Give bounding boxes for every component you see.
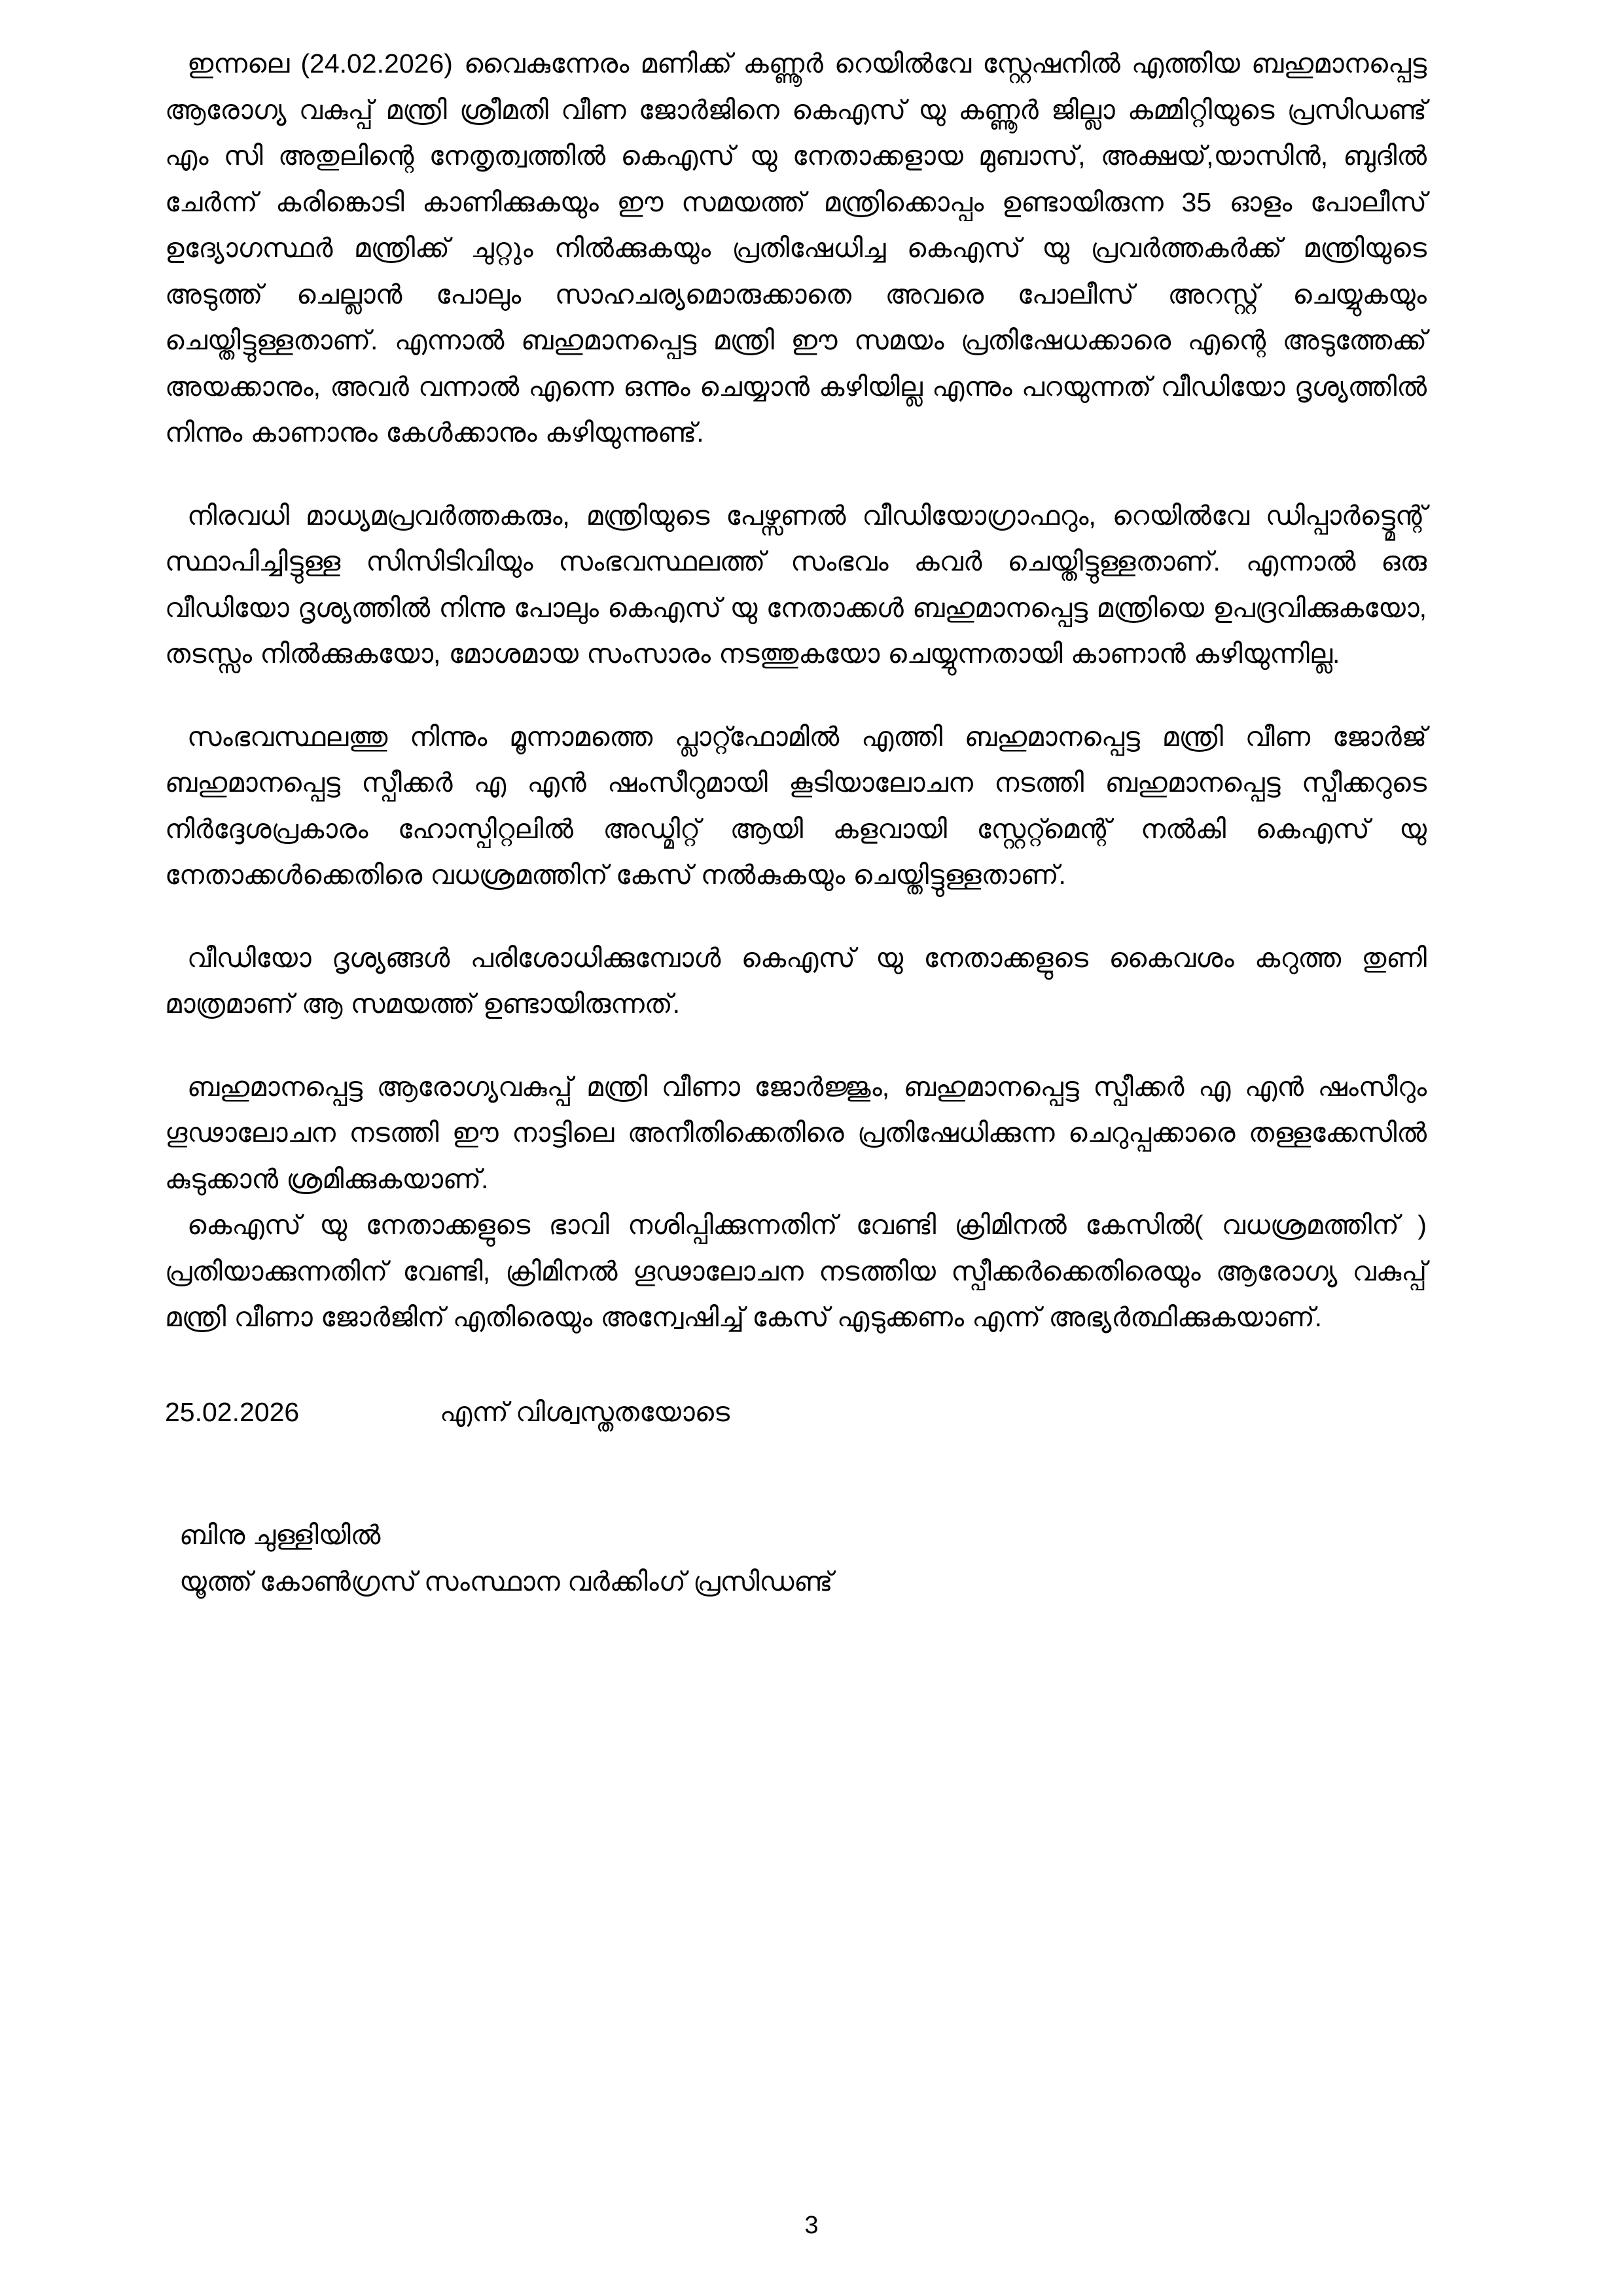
paragraph-2: നിരവധി മാധ്യമപ്രവർത്തകരും, മന്ത്രിയുടെ പേഴ്സണൽ വീഡിയോഗ്രാഫറും, റെയിൽവേ ഡിപ്പാർട്ട്മെന്റ് സ്ഥാപിച്ചിട്ടുള്ള സിസിടിവിയും സംഭവസ്ഥലത്ത് സംഭവം കവർ ചെയ്തിട്ടുള്ളതാണ്. എന്നാൽ ഒരു വീഡിയോ ദൃശ്യത്തിൽ നിന്നു പോലും കെഎസ് യു നേതാക്കൾ ബഹുമാനപ്പെട്ട മന്ത്രിയെ ഉപദ്രവിക്കുകയോ, തടസ്സം നിൽക്കുകയോ, മോശമായ സംസാരം നടത്തുകയോ ചെയ്യുന്നതായി കാണാൻ കഴിയുന്നില്ല. <box>165 500 1427 669</box>
letter-date: 25.02.2026 <box>165 1396 300 1427</box>
paragraph-spacer <box>165 697 1427 714</box>
paragraph-6: കെഎസ് യു നേതാക്കളുടെ ഭാവി നശിപ്പിക്കുന്നതിന് വേണ്ടി ക്രിമിനൽ കേസിൽ( വധശ്രമത്തിന് ) പ്രതിയാക്കുന്നതിന് വേണ്ടി, ക്രിമിനൽ ഗൂഢാലോചന നടത്തിയ സ്പീക്കർക്കെതിരെയും ആരോഗ്യ വകുപ്പ് മന്ത്രി വീണാ ജോർജിന് എതിരെയും അന്വേഷിച്ച് കേസ് എടുക്കണം എന്ന് അഭ്യർത്ഥിക്കുകയാണ്. <box>165 1210 1427 1333</box>
paragraph-3: സംഭവസ്ഥലത്തു നിന്നും മൂന്നാമത്തെ പ്ലാറ്റ്ഫോമിൽ എത്തി ബഹുമാനപ്പെട്ട മന്ത്രി വീണ ജോർജ് ബഹുമാനപ്പെട്ട സ്പീക്കർ എ എൻ ഷംസീറുമായി കൂടിയാലോചന നടത്തി ബഹുമാനപ്പെട്ട സ്പീക്കറുടെ നിർദ്ദേശപ്രകാരം ഹോസ്പിറ്റലിൽ അഡ്മിറ്റ് ആയി കളവായി സ്റ്റേറ്റ്മെന്റ് നൽകി കെഎസ് യു നേതാക്കൾക്കെതിരെ വധശ്രമത്തിന് കേസ് നൽകുകയും ചെയ്തിട്ടുള്ളതാണ്. <box>165 721 1427 891</box>
paragraph-4: വീഡിയോ ദൃശ്യങ്ങൾ പരിശോധിക്കുമ്പോൾ കെഎസ് യു നേതാക്കളുടെ കൈവശം കറുത്ത തുണി മാത്രമാണ് ആ സമയത്ത് ഉണ്ടായിരുന്നത്. <box>165 942 1427 1019</box>
paragraph-1: ഇന്നലെ (24.02.2026) വൈകുന്നേരം മണിക്ക് കണ്ണൂർ റെയിൽവേ സ്റ്റേഷനിൽ എത്തിയ ബഹുമാനപ്പെട്ട ആരോഗ്യ വകുപ്പ് മന്ത്രി ശ്രീമതി വീണ ജോർജിനെ കെഎസ് യു കണ്ണൂർ ജില്ലാ കമ്മിറ്റിയുടെ പ്രസിഡണ്ട് എം സി അതുലിന്റെ നേതൃത്വത്തിൽ കെഎസ് യു നേതാക്കളായ മുബാസ്, അക്ഷയ്,യാസിൻ, ബുദിൽ ചേർന്ന് കരിങ്കൊടി കാണിക്കുകയും ഈ സമയത്ത് മന്ത്രിക്കൊപ്പം ഉണ്ടായിരുന്ന 35 ഓളം പോലീസ് ഉദ്യോഗസ്ഥർ മന്ത്രിക്ക് ചുറ്റും നിൽക്കുകയും പ്രതിഷേധിച്ച കെഎസ് യു പ്രവർത്തകർക്ക് മന്ത്രിയുടെ അടുത്ത് ചെല്ലാൻ പോലും സാഹചര്യമൊരുക്കാതെ അവരെ പോലീസ് അറസ്റ്റ് ചെയ്യുകയും ചെയ്തിട്ടുള്ളതാണ്. എന്നാൽ ബഹുമാനപ്പെട്ട മന്ത്രി ഈ സമയം പ്രതിഷേധക്കാരെ എന്റെ അടുത്തേക്ക് അയക്കാനും, അവർ വന്നാൽ എന്നെ ഒന്നും ചെയ്യാൻ കഴിയില്ല എന്നും പറയുന്നത് വീഡിയോ ദൃശ്യത്തിൽ നിന്നും കാണാനും കേൾക്കാനും കഴിയുന്നുണ്ട്. <box>165 48 1427 448</box>
letter-closing: എന്ന് വിശ്വസ്തതയോടെ <box>440 1396 730 1427</box>
document-body <box>165 41 1427 1341</box>
paragraph-spacer <box>165 918 1427 935</box>
paragraph-spacer <box>165 476 1427 493</box>
signature-block <box>165 1512 1427 1604</box>
page-number: 3 <box>804 2212 819 2239</box>
paragraph-spacer <box>165 1047 1427 1064</box>
signatory-title: യൂത്ത് കോൺഗ്രസ് സംസ്ഥാന വർക്കിംഗ് പ്രസിഡണ്ട് <box>179 1566 833 1597</box>
signatory-name: ബിനു ചുള്ളിയിൽ <box>179 1520 381 1551</box>
paragraph-5: ബഹുമാനപ്പെട്ട ആരോഗ്യവകുപ്പ് മന്ത്രി വീണാ ജോർജ്ജും, ബഹുമാനപ്പെട്ട സ്പീക്കർ എ എൻ ഷംസീറും ഗൂഢാലോചന നടത്തി ഈ നാട്ടിലെ അനീതിക്കെതിരെ പ്രതിഷേധിക്കുന്ന ചെറുപ്പക്കാരെ തള്ളക്കേസിൽ കുടുക്കാൻ ശ്രമിക്കുകയാണ്. <box>165 1071 1427 1194</box>
signoff-row <box>165 1389 1427 1436</box>
